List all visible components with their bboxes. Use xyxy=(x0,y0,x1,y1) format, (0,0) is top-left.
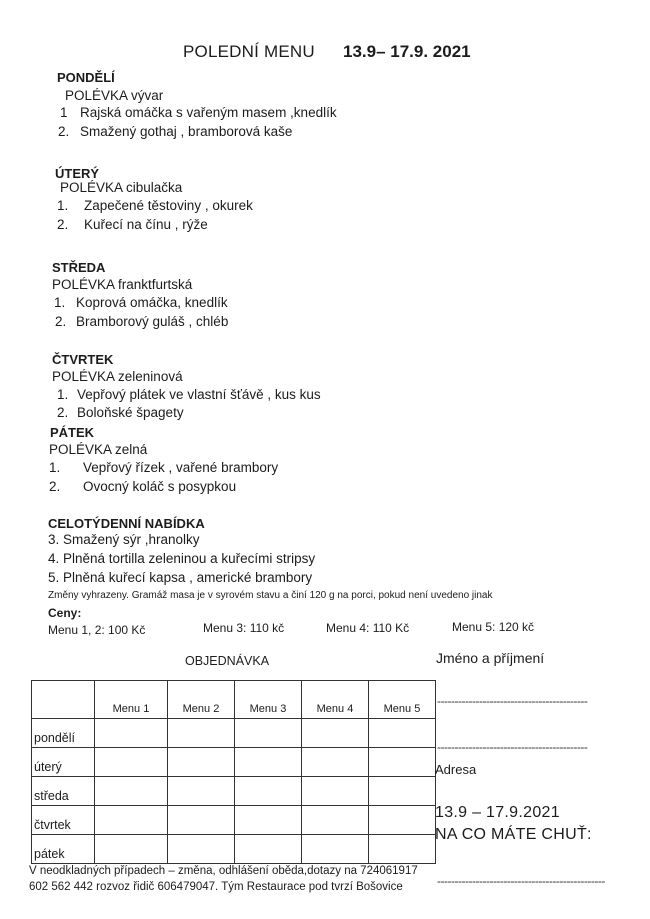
disclaimer-note: Změny vyhrazeny. Gramáž masa je v syrovém stavu a činí 120 g na porci, pokud není uvedeno jinak xyxy=(48,590,493,601)
soup-tuesday: POLÉVKA cibulačka xyxy=(60,180,183,195)
order-title: OBJEDNÁVKA xyxy=(185,654,270,668)
order-cell[interactable] xyxy=(369,835,436,864)
order-cell[interactable] xyxy=(302,835,369,864)
order-column-header: Menu 2 xyxy=(168,681,235,719)
name-label: Jméno a příjmení xyxy=(436,650,545,666)
order-row xyxy=(32,777,436,806)
address-line[interactable]: ------------------------------------------- xyxy=(437,740,588,754)
order-column-header: Menu 1 xyxy=(95,681,168,719)
order-cell[interactable] xyxy=(168,835,235,864)
order-row xyxy=(32,806,436,835)
meal-item: Vepřový řízek , vařené brambory xyxy=(83,460,279,475)
order-cell[interactable] xyxy=(302,806,369,835)
order-column-header: Menu 5 xyxy=(369,681,436,719)
meal-item: Zapečené těstoviny , okurek xyxy=(84,198,253,213)
order-cell[interactable] xyxy=(95,719,168,748)
meal-number: 1 xyxy=(60,105,68,120)
order-cell[interactable] xyxy=(302,748,369,777)
signature-line[interactable]: ------------------------------------------------ xyxy=(437,874,605,888)
order-corner-cell xyxy=(32,681,95,719)
order-cell[interactable] xyxy=(302,777,369,806)
meal-number: 1. xyxy=(49,460,61,475)
order-cell[interactable] xyxy=(235,748,302,777)
order-row-label: úterý xyxy=(32,748,95,777)
meal-item: Vepřový plátek ve vlastní šťávě , kus kus xyxy=(77,387,321,402)
order-cell[interactable] xyxy=(369,719,436,748)
price-item: Menu 1, 2: 100 Kč xyxy=(48,623,146,637)
meal-number: 2. xyxy=(58,124,70,139)
price-item: Menu 4: 110 Kč xyxy=(326,621,410,635)
allday-item: 5. Plněná kuřecí kapsa , americké brambory xyxy=(48,570,313,585)
order-cell[interactable] xyxy=(168,719,235,748)
order-row xyxy=(32,748,436,777)
order-row-label: pátek xyxy=(32,835,95,864)
order-cell[interactable] xyxy=(369,777,436,806)
name-line[interactable]: ------------------------------------------- xyxy=(437,694,588,708)
order-row-label: středa xyxy=(32,777,95,806)
order-cell[interactable] xyxy=(95,835,168,864)
order-cell[interactable] xyxy=(95,806,168,835)
order-cell[interactable] xyxy=(168,748,235,777)
address-label: Adresa xyxy=(435,762,477,777)
price-item: Menu 5: 120 kč xyxy=(452,620,535,634)
price-item: Menu 3: 110 kč xyxy=(203,621,285,635)
meal-item: Smažený gothaj , bramborová kaše xyxy=(80,124,293,139)
allday-item: 3. Smažený sýr ,hranolky xyxy=(48,532,200,547)
day-heading-thursday: ČTVRTEK xyxy=(52,352,114,367)
day-heading-monday: PONDĚLÍ xyxy=(57,70,115,85)
order-cell[interactable] xyxy=(168,806,235,835)
day-heading-wednesday: STŘEDA xyxy=(52,260,106,275)
page-title: POLEDNÍ MENU xyxy=(183,42,315,61)
meal-item: Rajská omáčka s vařeným masem ,knedlík xyxy=(80,105,337,120)
order-cell[interactable] xyxy=(302,719,369,748)
prices-label: Ceny: xyxy=(48,606,82,620)
order-cell[interactable] xyxy=(168,777,235,806)
day-heading-friday: PÁTEK xyxy=(50,425,95,440)
day-heading-tuesday: ÚTERÝ xyxy=(55,166,100,181)
order-cell[interactable] xyxy=(369,806,436,835)
order-cell[interactable] xyxy=(95,777,168,806)
order-row xyxy=(32,835,436,864)
order-row-label: pondělí xyxy=(32,719,95,748)
order-cell[interactable] xyxy=(369,748,436,777)
meal-item: Bramborový guláš , chléb xyxy=(76,314,229,329)
meal-number: 1. xyxy=(54,295,66,310)
meal-number: 2. xyxy=(57,405,69,420)
week-date: 13.9 – 17.9.2021 xyxy=(435,804,560,821)
soup-wednesday: POLÉVKA franktfurtská xyxy=(52,277,193,292)
meal-item: Koprová omáčka, knedlík xyxy=(76,295,228,310)
slogan: NA CO MÁTE CHUŤ: xyxy=(435,826,592,843)
order-cell[interactable] xyxy=(235,719,302,748)
meal-number: 2. xyxy=(49,479,61,494)
meal-number: 1. xyxy=(57,198,69,213)
meal-number: 2. xyxy=(55,314,67,329)
footer-contact-line: V neodkladných případech – změna, odhlášení oběda,dotazy na 724061917 xyxy=(29,865,418,877)
soup-monday: POLÉVKA vývar xyxy=(65,88,164,103)
order-row-label: čtvrtek xyxy=(32,806,95,835)
order-row xyxy=(32,719,436,748)
meal-number: 2. xyxy=(57,217,69,232)
allday-item: 4. Plněná tortilla zeleninou a kuřecími stripsy xyxy=(48,551,316,566)
page-date-range: 13.9– 17.9. 2021 xyxy=(343,42,471,61)
allday-heading: CELOTÝDENNÍ NABÍDKA xyxy=(48,516,205,531)
soup-friday: POLÉVKA zelná xyxy=(49,442,148,457)
order-column-header: Menu 3 xyxy=(235,681,302,719)
order-cell[interactable] xyxy=(235,835,302,864)
order-cell[interactable] xyxy=(235,777,302,806)
order-header-row xyxy=(32,681,436,719)
order-cell[interactable] xyxy=(95,748,168,777)
order-column-header: Menu 4 xyxy=(302,681,369,719)
meal-item: Ovocný koláč s posypkou xyxy=(83,479,237,494)
order-table xyxy=(31,680,436,864)
soup-thursday: POLÉVKA zeleninová xyxy=(52,369,183,384)
order-cell[interactable] xyxy=(235,806,302,835)
meal-item: Kuřecí na čínu , rýže xyxy=(84,217,208,232)
meal-number: 1. xyxy=(57,387,69,402)
footer-contact-line: 602 562 442 rozvoz řidič 606479047. Tým Restaurace pod tvrzí Bošovice xyxy=(29,881,403,893)
meal-item: Boloňské špagety xyxy=(77,405,184,420)
